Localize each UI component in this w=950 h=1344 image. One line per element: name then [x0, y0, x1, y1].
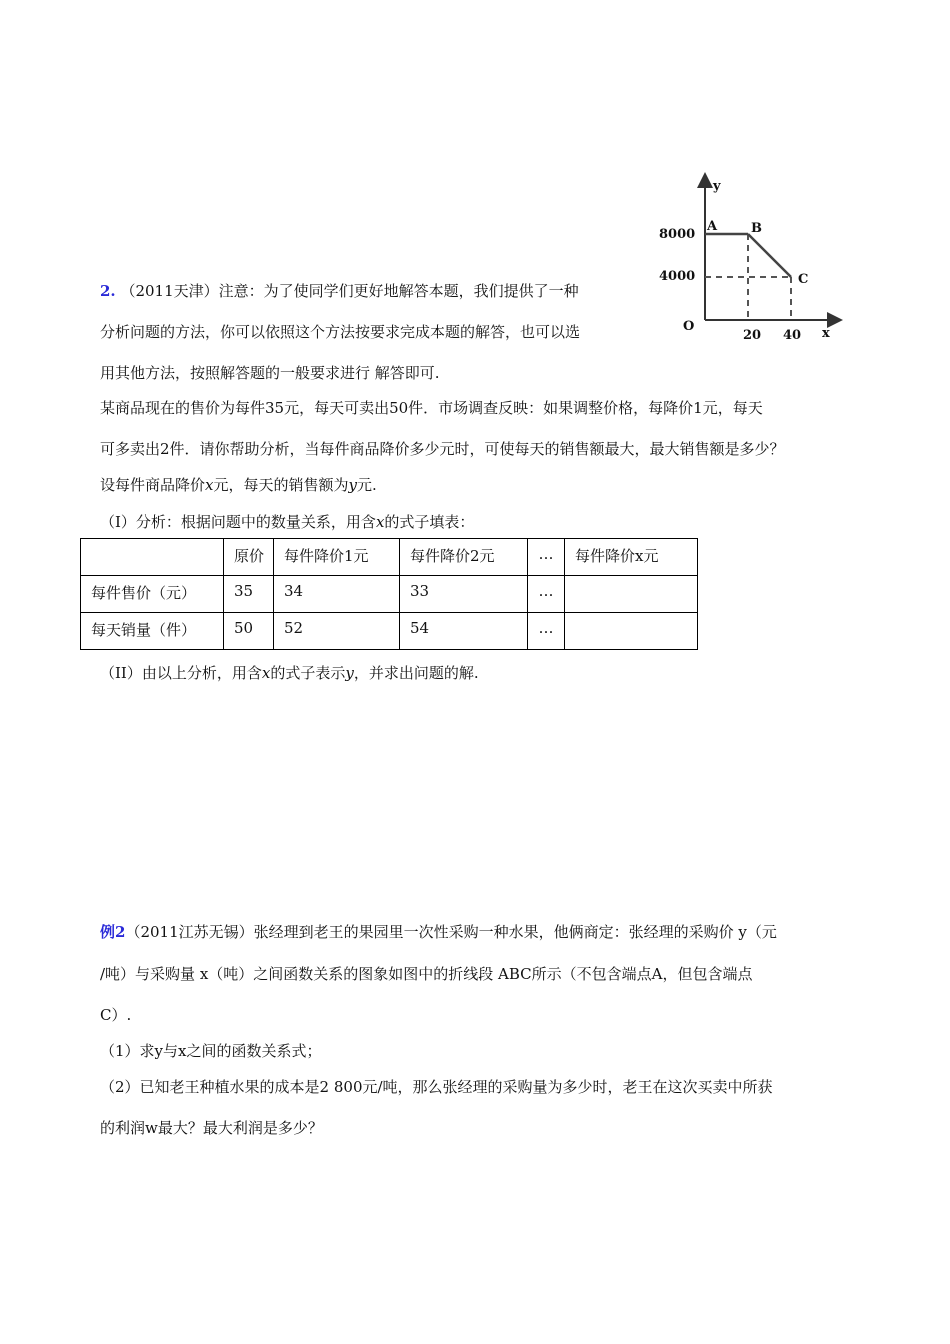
- example2-label: 例2: [100, 923, 126, 941]
- table-cell: …: [528, 539, 565, 576]
- problem2-line5: 可多卖出2件．请你帮助分析，当每件商品降价多少元时，可使每天的销售额最大，最大销售额是多少？: [100, 440, 785, 458]
- table-row: [81, 576, 698, 613]
- point-c-label: C: [798, 272, 809, 287]
- table-cell[interactable]: [565, 576, 698, 613]
- table-cell: …: [528, 613, 565, 650]
- y-axis-label: y: [713, 179, 721, 194]
- table-cell: 35: [224, 576, 274, 613]
- table-cell: 34: [274, 576, 400, 613]
- example2-line2: /吨）与采购量 x（吨）之间函数关系的图象如图中的折线段 ABC所示（不包含端点A，但包含端点: [100, 965, 753, 983]
- example2-question1: （1）求y与x之间的函数关系式；: [100, 1042, 322, 1060]
- problem2-line6: 设每件商品降价x元，每天的销售额为y元.: [100, 476, 377, 494]
- segment-bc: [748, 234, 791, 277]
- problem2-line1: 2. （2011天津）注意：为了使同学们更好地解答本题，我们提供了一种: [100, 282, 579, 300]
- example2-question2-line2: 的利润w最大？最大利润是多少？: [100, 1119, 323, 1137]
- table-row: [81, 613, 698, 650]
- problem2-line4: 某商品现在的售价为每件35元，每天可卖出50件．市场调查反映：如果调整价格，每降价1元，每天: [100, 399, 763, 417]
- origin-label: O: [683, 319, 695, 334]
- table-header-row: [81, 539, 698, 576]
- point-b-label: B: [751, 221, 762, 236]
- table-cell: 每件售价（元）: [81, 576, 224, 613]
- x-tick-20: 20: [743, 328, 762, 343]
- table-cell: 每天销量（件）: [81, 613, 224, 650]
- point-a-label: A: [707, 219, 718, 234]
- example2-line3: C）.: [100, 1006, 132, 1024]
- table-cell: 每件降价1元: [274, 539, 400, 576]
- table-cell: …: [528, 576, 565, 613]
- table-cell[interactable]: [565, 613, 698, 650]
- table-cell: 54: [400, 613, 528, 650]
- x-axis-label: x: [822, 326, 830, 341]
- table-cell: 每件降价2元: [400, 539, 528, 576]
- table-cell: 50: [224, 613, 274, 650]
- table-cell: 原价: [224, 539, 274, 576]
- y-tick-8000: 8000: [659, 227, 696, 242]
- y-tick-4000: 4000: [659, 269, 696, 284]
- price-quantity-graph: [655, 170, 855, 350]
- table-cell: 每件降价x元: [565, 539, 698, 576]
- x-tick-40: 40: [783, 328, 802, 343]
- fill-in-table: [80, 538, 698, 650]
- table-cell: 52: [274, 613, 400, 650]
- problem2-line3: 用其他方法，按照解答题的一般要求进行 解答即可.: [100, 364, 440, 382]
- table-cell: [81, 539, 224, 576]
- problem2-part1: （I）分析：根据问题中的数量关系，用含x的式子填表：: [100, 513, 475, 531]
- example2-line1: 例2（2011江苏无锡）张经理到老王的果园里一次性采购一种水果，他俩商定：张经理的采购价 y（元: [100, 923, 777, 941]
- problem2-line2: 分析问题的方法，你可以依照这个方法按要求完成本题的解答，也可以选: [100, 323, 581, 341]
- problem2-part2: （II）由以上分析，用含x的式子表示y，并求出问题的解.: [100, 664, 479, 682]
- table-cell: 33: [400, 576, 528, 613]
- example2-question2-line1: （2）已知老王种植水果的成本是2 800元/吨，那么张经理的采购量为多少时，老王在这次买卖中所获: [100, 1078, 773, 1096]
- problem2-number: 2.: [100, 282, 116, 300]
